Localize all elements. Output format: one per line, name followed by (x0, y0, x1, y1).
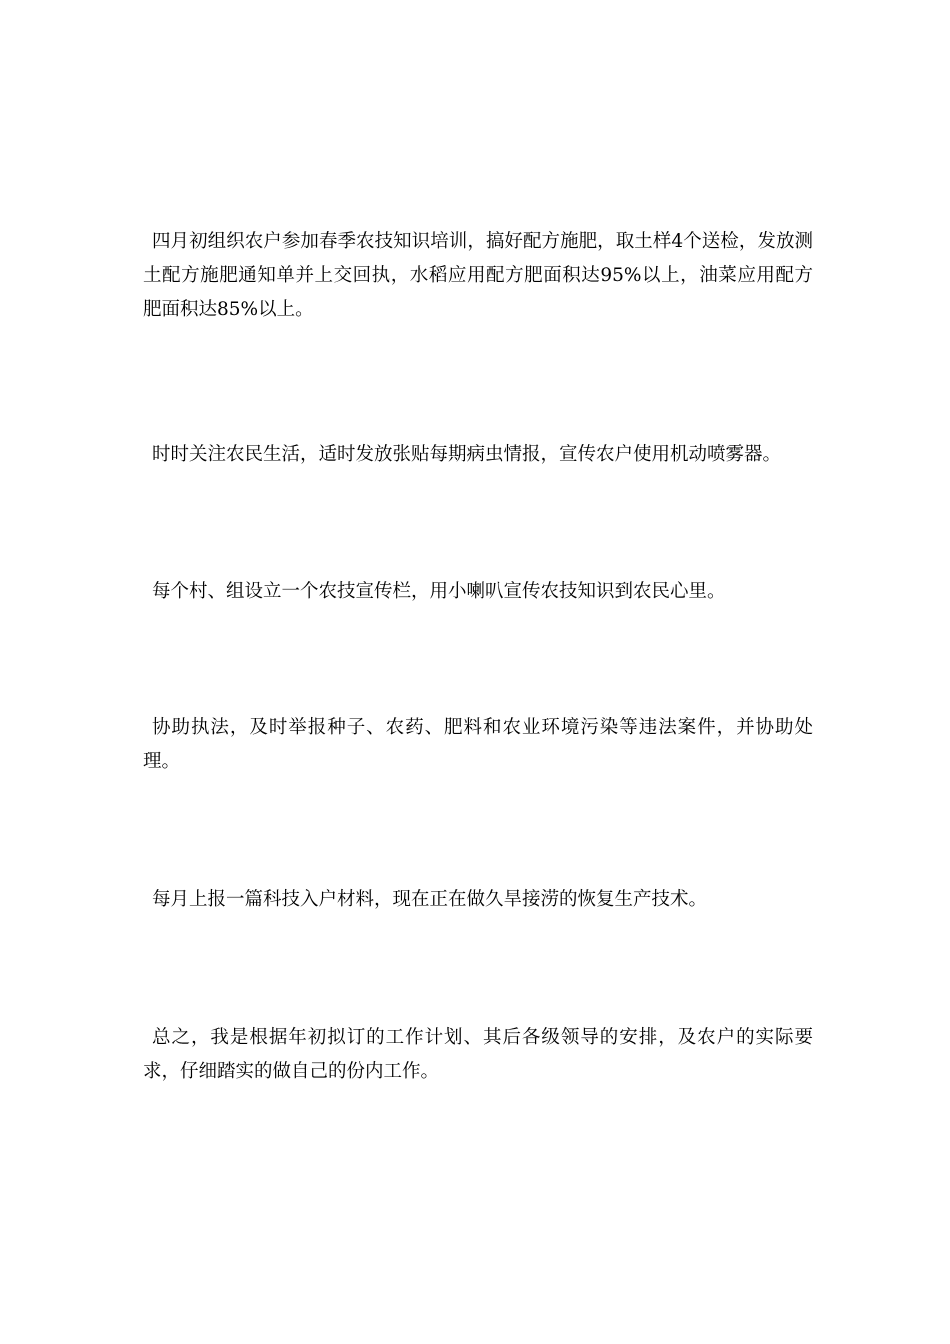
paragraph-summary: 总之，我是根据年初拟订的工作计划、其后各级领导的安排，及农户的实际要求，仔细踏实的做自己的份内工作。 (143, 1027, 813, 1082)
paragraph-bulletin-board: 每个村、组设立一个农技宣传栏，用小喇叭宣传农技知识到农民心里。 (152, 581, 726, 602)
paragraph-law-enforcement: 协助执法，及时举报种子、农药、肥料和农业环境污染等违法案件，并协助处理。 (143, 717, 813, 772)
paragraph-monthly-report: 每月上报一篇科技入户材料，现在正在做久旱接涝的恢复生产技术。 (152, 889, 708, 910)
paragraph-soil-testing: 四月初组织农户参加春季农技知识培训，搞好配方施肥，取土样4个送检，发放测土配方施肥通知单并上交回执，水稻应用配方肥面积达95%以上，油菜应用配方肥面积达85%以上。 (143, 231, 813, 320)
paragraph-pest-info: 时时关注农民生活，适时发放张贴每期病虫情报，宣传农户使用机动喷雾器。 (152, 444, 782, 465)
